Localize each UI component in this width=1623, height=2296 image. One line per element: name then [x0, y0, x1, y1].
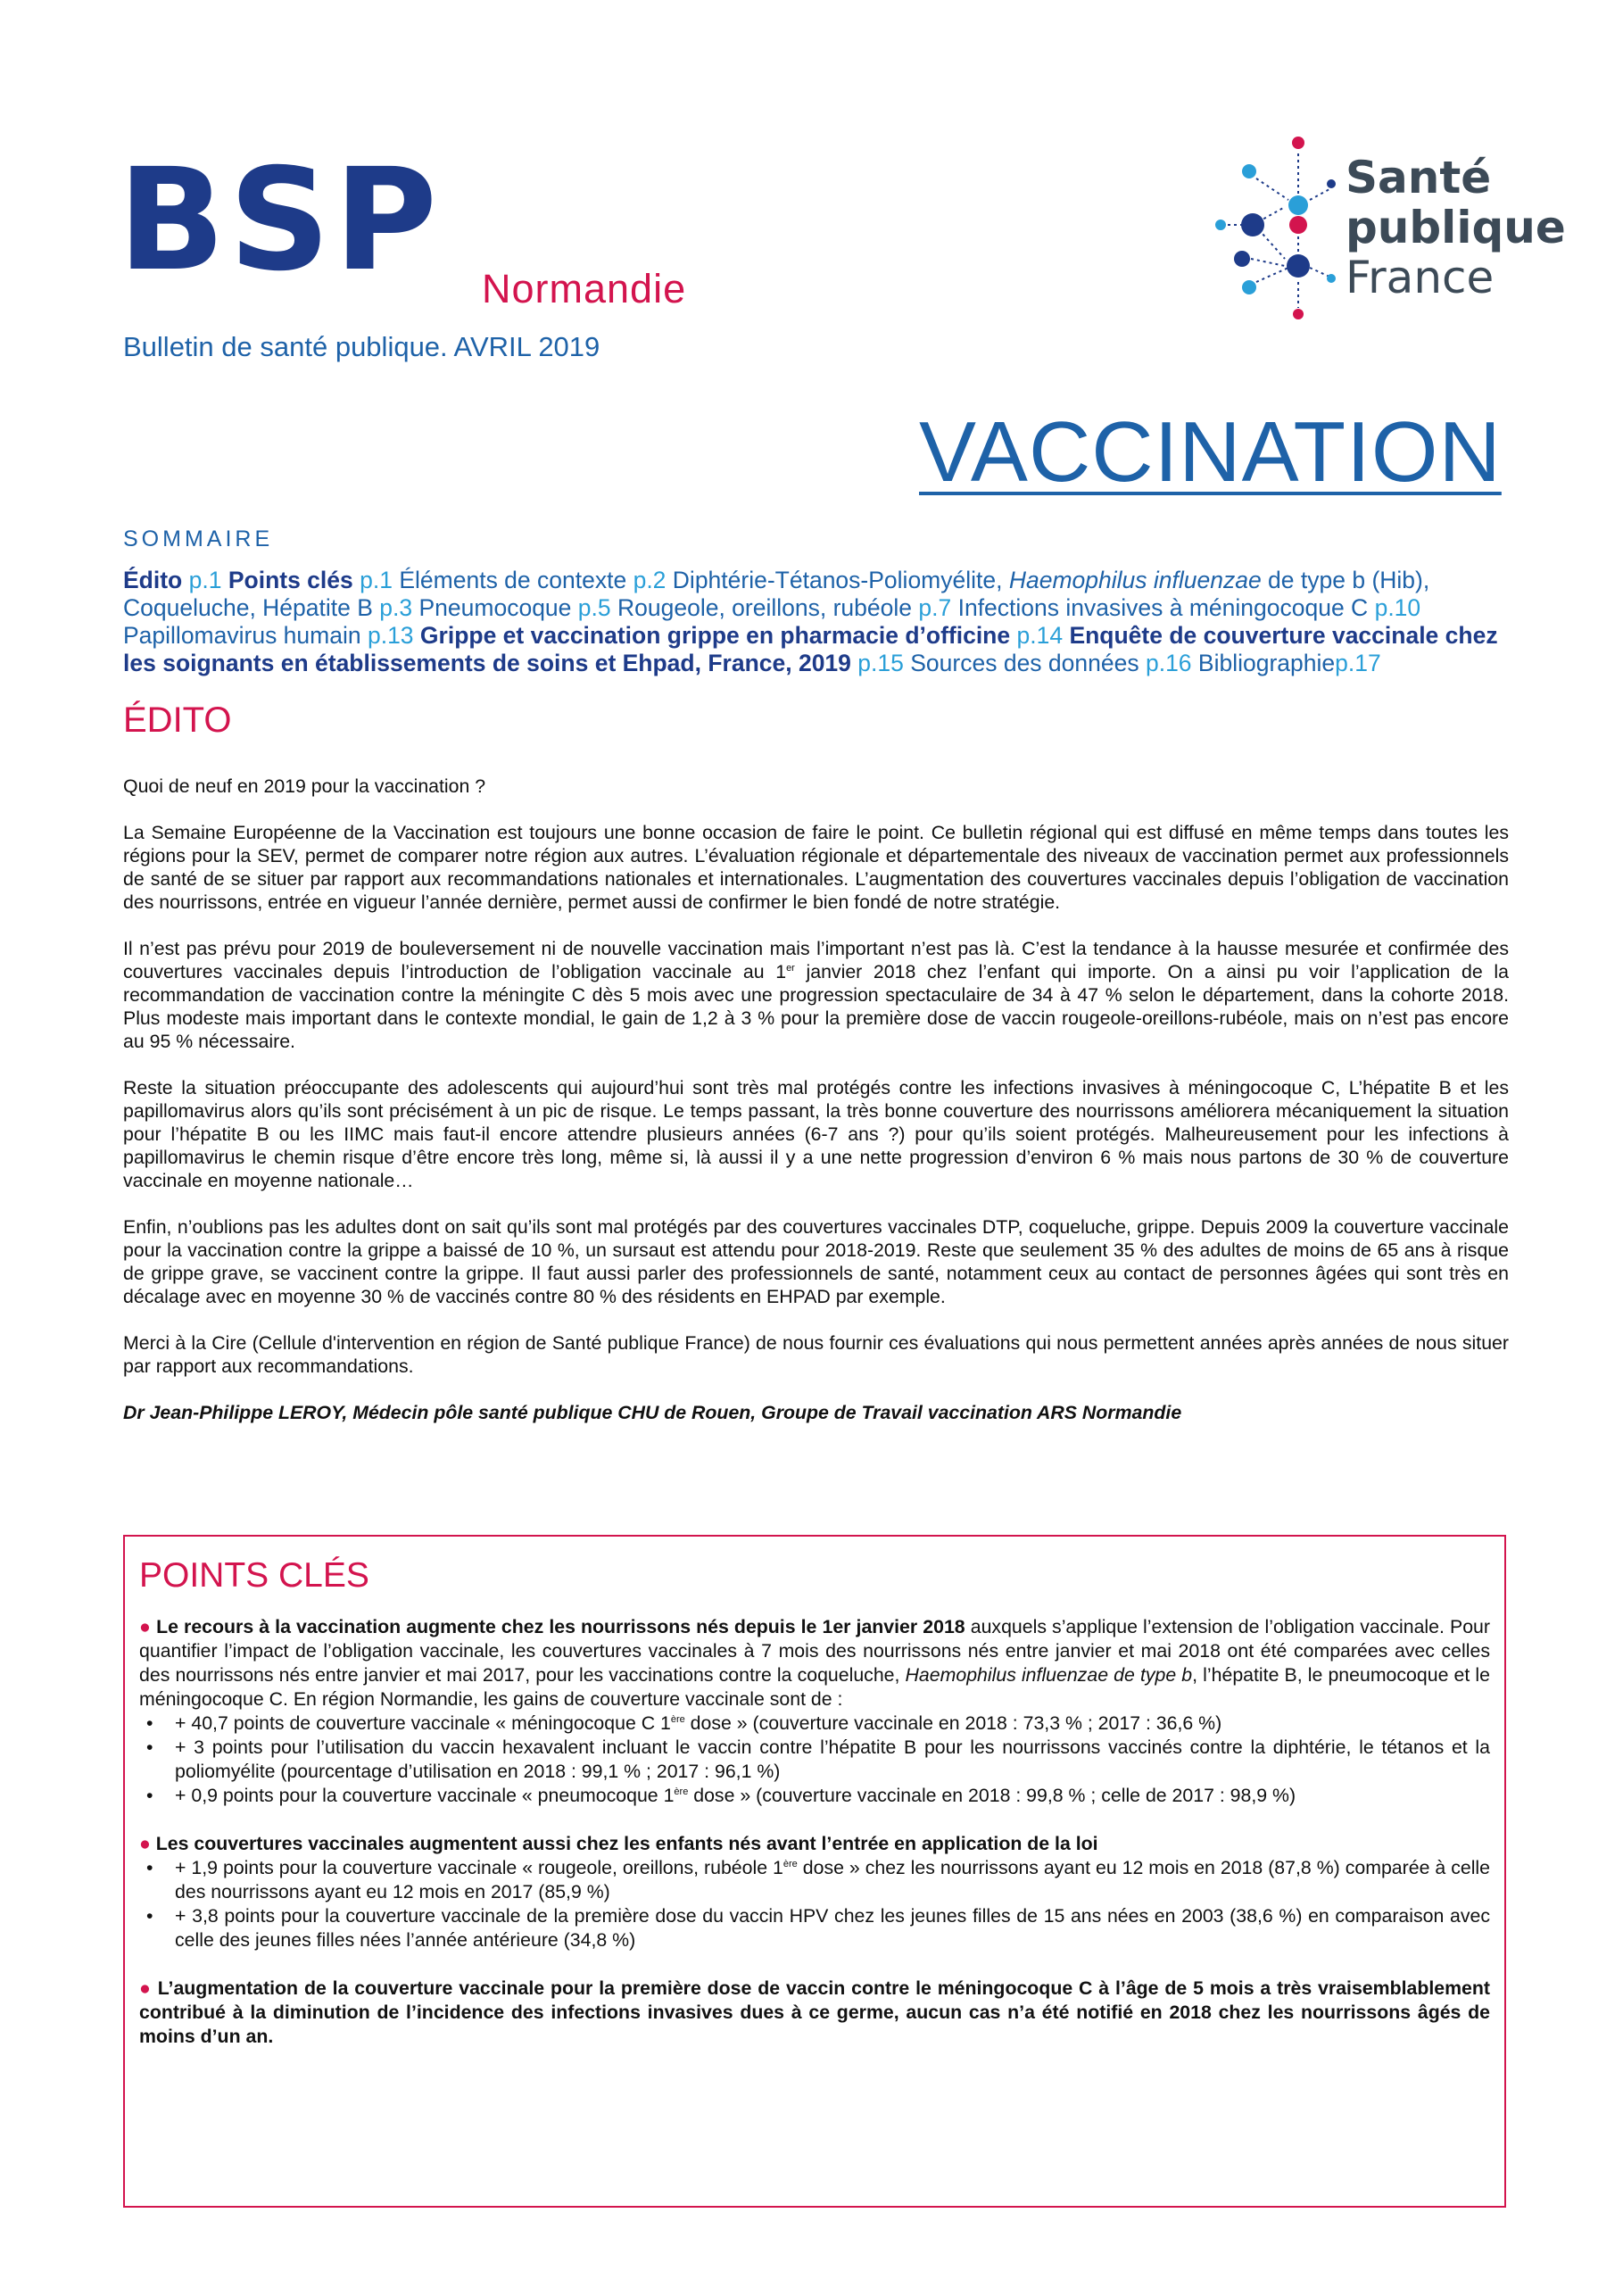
toc-link-pneumocoque[interactable]: Pneumocoque [418, 594, 572, 621]
toc-page[interactable]: p.15 [857, 650, 904, 676]
toc-page[interactable]: p.17 [1335, 650, 1381, 676]
sommaire-heading: SOMMAIRE [123, 526, 274, 551]
points-cles-box [123, 1535, 1506, 2208]
toc-link-contexte[interactable]: Éléments de contexte [399, 567, 627, 593]
toc-page[interactable]: p.3 [379, 594, 413, 621]
toc-page[interactable]: p.1 [188, 567, 222, 593]
edito-signature: Dr Jean-Philippe LEROY, Médecin pôle santé publique CHU de Rouen, Groupe de Travail vaccination ARS Normandie [123, 1402, 1182, 1423]
toc-link-enquete[interactable]: Enquête de couverture vaccinale chez les soignants en établissements de soins et Ehpad, France, 2019 [123, 622, 1498, 676]
toc-link-grippe[interactable]: Grippe et vaccination grippe en pharmacie d’officine [419, 622, 1011, 649]
edito-paragraph: Reste la situation préoccupante des adolescents qui aujourd’hui sont très mal protégés contre les infections invasives à méningocoque C, L’hépatite B et les papillomavirus alors qu’ils sont précisément à un pic de risque. Le temps passant, la très bonne couverture des nourrissons améliorera mécaniquement la situation pour l’hépatite B ou les IIMC mais faut-il encore attendre plusieurs années (6-7 ans ?) pour qu’ils soient protégés. Malheureusement pour les infections à papillomavirus le chemin risque d’être encore très long, même si, là aussi il y a une nette progression d’environ 6 % mais nous partons de 30 % de couverture vaccinale en moyenne nationale… [123, 1077, 1509, 1191]
toc-page[interactable]: p.16 [1145, 650, 1192, 676]
toc-page[interactable]: p.5 [577, 594, 611, 621]
toc-page[interactable]: p.10 [1374, 594, 1421, 621]
toc-link-points-cles[interactable]: Points clés [228, 567, 353, 593]
toc-page[interactable]: p.14 [1016, 622, 1064, 649]
key-point: ● L’augmentation de la couverture vaccinale pour la première dose de vaccin contre le méningocoque C à l’âge de 5 mois a très vraisemblablement contribué à la diminution de l’incidence des infections invasives dues à ce germe, aucun cas n’a été notifié en 2018 chez les nourrissons âgés de moins d’un an. [139, 1977, 1490, 2047]
edito-paragraph: Quoi de neuf en 2019 pour la vaccination ? [123, 775, 486, 797]
points-cles-heading: POINTS CLÉS [139, 1556, 369, 1595]
partner-logo-line1: Santé [1346, 152, 1492, 203]
toc-page[interactable]: p.2 [633, 567, 667, 593]
edito-paragraph: La Semaine Européenne de la Vaccination est toujours une bonne occasion de faire le point. Ce bulletin régional qui est diffusé en même temps dans toutes les régions pour la SEV, permet de comparer notre région aux autres. L’évaluation régionale et départementale des niveaux de vaccination permet aux professionnels de santé de se situer par rapport aux recommandations nationales et internationales. L’augmentation des couvertures vaccinales depuis l’obligation de vaccination des nourrissons, entrée en vigueur l’année dernière, permet aussi de confirmer le bien fondé de notre stratégie. [123, 822, 1509, 913]
toc-page[interactable]: p.1 [360, 567, 393, 593]
list-item: • + 0,9 points pour la couverture vaccinale « pneumocoque 1ère dose » (couverture vaccinale en 2018 : 99,8 % ; celle de 2017 : 98,9 %) [139, 1784, 1490, 1808]
sommaire-list [123, 567, 1524, 677]
region-label: Normandie [482, 266, 687, 311]
edito-body [123, 775, 1509, 1447]
bullet-icon: ● [139, 1616, 152, 1637]
edito-paragraph: Enfin, n’oublions pas les adultes dont on sait qu’ils sont mal protégés par des couvertures vaccinales DTP, coqueluche, grippe. Depuis 2009 la couverture vaccinale pour la vaccination contre la grippe a baissé de 10 %, un sursaut est attendu pour 2018-2019. Reste que seulement 35 % des adultes de moins de 65 ans à risque de grippe grave, se vaccinent contre la grippe. Il faut aussi parler des professionnels de santé, notamment ceux au contact de personnes âgées qui sont très en décalage avec en moyenne 30 % de vaccinés contre 80 % des résidents en EHPAD par exemple. [123, 1216, 1509, 1307]
toc-link-edito[interactable]: Édito [123, 567, 183, 593]
bullet-icon: ● [139, 1977, 152, 1999]
bullet-icon: ● [139, 1833, 151, 1854]
bsp-logo: BSP [118, 138, 442, 303]
edito-paragraph: Merci à la Cire (Cellule d'intervention en région de Santé publique France) de nous fournir ces évaluations qui nous permettent années après années de nous situer par rapport aux recommandations. [123, 1332, 1509, 1377]
toc-link-bibliographie[interactable]: Bibliographie [1197, 650, 1336, 676]
molecule-icon [1196, 125, 1338, 330]
toc-link-dtp[interactable]: Diphtérie-Tétanos-Poliomyélite, Haemophilus influenzae de type b (Hib), Coqueluche, Hépatite B [123, 567, 1430, 621]
toc-link-ror[interactable]: Rougeole, oreillons, rubéole [617, 594, 912, 621]
edito-paragraph: Il n’est pas prévu pour 2019 de bouleversement ni de nouvelle vaccination mais l’important n’est pas là. C’est la tendance à la hausse mesurée et confirmée des couvertures vaccinales depuis l’introduction de l’obligation vaccinale au 1er janvier 2018 chez l’enfant qui importe. On a ainsi pu voir l’application de la recommandation de vaccination contre la méningite C dès 5 mois avec une progression spectaculaire de 34 à 47 % selon le département, dans la cohorte 2018. Plus modeste mais important dans le contexte mondial, le gain de 1,2 à 3 % pour la première dose de vaccin rougeole-oreillons-rubéole, mais on n’est pas encore au 95 % nécessaire. [123, 938, 1509, 1052]
toc-link-hpv[interactable]: Papillomavirus humain [123, 622, 361, 649]
key-point: ● Le recours à la vaccination augmente chez les nourrissons nés depuis le 1er janvier 2018 auxquels s’applique l’extension de l’obligation vaccinale. Pour quantifier l’impact de l’obligation vaccinale, les couvertures vaccinales à 7 mois des nourrissons nés entre janvier et mai 2018 ont été comparées avec celles des nourrissons nés entre janvier et mai 2017, pour les vaccinations contre la coqueluche, Haemophilus influenzae de type b, l’hépatite B, le pneumocoque et le méningocoque C. En région Normandie, les gains de couverture vaccinale sont de : • + 40,7 points de couverture vaccinale « méningocoque C 1ère dose » (couverture vaccinale en 2018 : 73,3 % ; 2017 : 36,6 %) • + 3 points pour l’utilisation du vaccin hexavalent incluant le vaccin contre l’hépatite B pour les nourrissons vaccinés contre la diphtérie, le tétanos et la poliomyélite (pourcentage d’utilisation en 2018 : 99,1 % ; 2017 : 96,1 %) • + 0,9 points pour la couverture vaccinale « pneumocoque 1ère dose » (couverture vaccinale en 2018 : 99,8 % ; celle de 2017 : 98,9 %) [139, 1615, 1490, 1808]
points-cles-body [139, 1615, 1490, 2073]
partner-logo-line3: France [1346, 252, 1495, 303]
list-item: • + 3,8 points pour la couverture vaccinale de la première dose du vaccin HPV chez les jeunes filles de 15 ans nées en 2003 (38,6 %) en comparaison avec celle des jeunes filles nées l’année antérieure (34,8 %) [139, 1904, 1490, 1952]
key-point: ● Les couvertures vaccinales augmentent aussi chez les enfants nés avant l’entrée en application de la loi • + 1,9 points pour la couverture vaccinale « rougeole, oreillons, rubéole 1ère dose » chez les nourrissons ayant eu 12 mois en 2018 (87,8 %) comparée à celle des nourrissons ayant eu 12 mois en 2017 (85,9 %) • + 3,8 points pour la couverture vaccinale de la première dose du vaccin HPV chez les jeunes filles de 15 ans nées en 2003 (38,6 %) en comparaison avec celle des jeunes filles nées l’année antérieure (34,8 %) [139, 1832, 1490, 1952]
toc-page[interactable]: p.7 [918, 594, 952, 621]
list-item: • + 3 points pour l’utilisation du vaccin hexavalent incluant le vaccin contre l’hépatite B pour les nourrissons vaccinés contre la diphtérie, le tétanos et la poliomyélite (pourcentage d’utilisation en 2018 : 99,1 % ; 2017 : 96,1 %) [139, 1736, 1490, 1784]
list-item: • + 40,7 points de couverture vaccinale « méningocoque C 1ère dose » (couverture vaccinale en 2018 : 73,3 % ; 2017 : 36,6 %) [139, 1712, 1490, 1736]
toc-page[interactable]: p.13 [367, 622, 414, 649]
sante-publique-france-logo [1196, 125, 1588, 330]
list-item: • + 1,9 points pour la couverture vaccinale « rougeole, oreillons, rubéole 1ère dose » chez les nourrissons ayant eu 12 mois en 2018 (87,8 %) comparée à celle des nourrissons ayant eu 12 mois en 2017 (85,9 %) [139, 1856, 1490, 1904]
toc-link-meningocoque[interactable]: Infections invasives à méningocoque C [957, 594, 1369, 621]
toc-link-sources[interactable]: Sources des données [910, 650, 1139, 676]
edito-heading: ÉDITO [123, 700, 232, 740]
bulletin-subtitle: Bulletin de santé publique. AVRIL 2019 [123, 331, 600, 362]
page-title: VACCINATION [919, 404, 1502, 500]
partner-logo-line2: publique [1346, 202, 1566, 253]
